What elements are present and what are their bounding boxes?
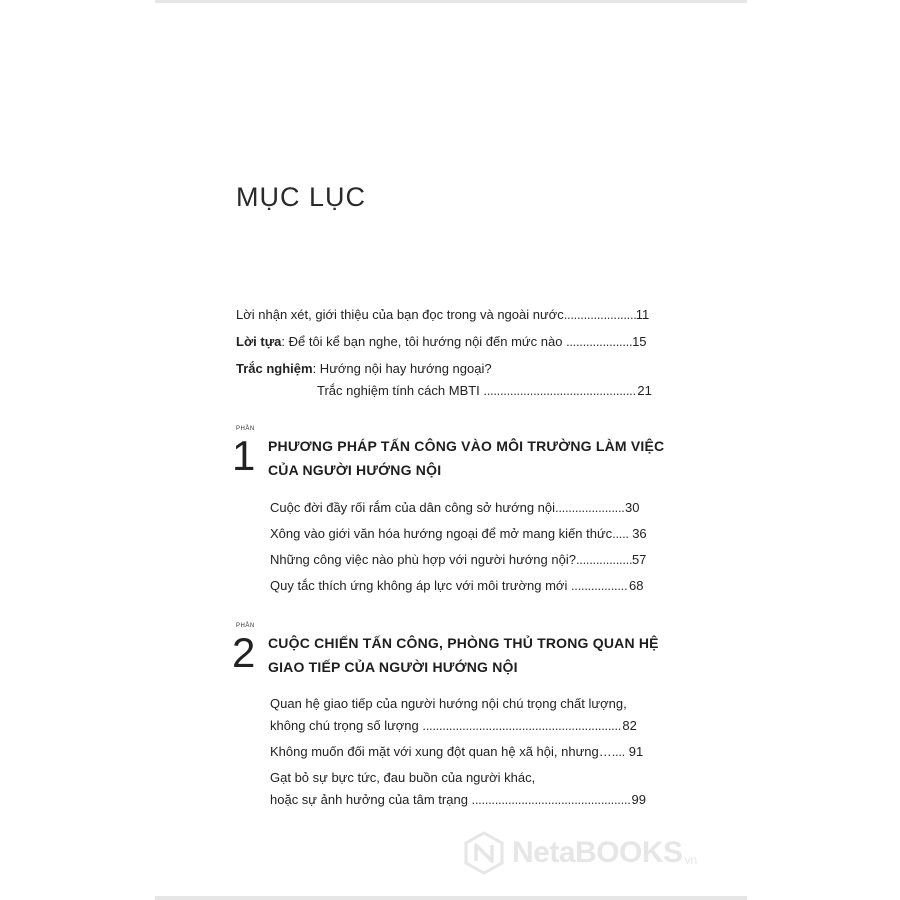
toc-entry-text: : Để tôi kể bạn nghe, tôi hướng nội đến mức nào — [281, 334, 567, 349]
toc-entry-text: Quan hệ giao tiếp của người hướng nội chú trọng chất lượng, — [270, 696, 627, 711]
leader-dots — [472, 792, 630, 807]
toc-entry-intro-4 — [317, 383, 652, 398]
page-number: 30 — [625, 500, 640, 515]
page-title: MỤC LỤC — [236, 182, 367, 212]
leader-dots — [612, 744, 626, 759]
part-number: 1 — [232, 432, 256, 479]
leader-dots — [483, 383, 637, 398]
toc-entry — [270, 770, 535, 785]
bottom-page-edge — [155, 896, 747, 900]
toc-entry — [270, 744, 643, 759]
toc-entry — [270, 526, 647, 541]
watermark — [462, 828, 772, 878]
page-number: 11 — [635, 307, 650, 322]
toc-entry — [270, 718, 637, 733]
toc-entry-text: hoặc sự ảnh hưởng của tâm trạng — [270, 792, 472, 807]
watermark-brand: NetaBOOKS — [512, 836, 683, 869]
part-label: PHẦN — [236, 426, 255, 432]
page-number: 82 — [622, 718, 637, 733]
part-title-line-2: GIAO TIẾP CỦA NGƯỜI HƯỚNG NỘI — [268, 659, 518, 675]
page-number: 15 — [632, 334, 647, 349]
leader-dots — [566, 334, 632, 349]
toc-entry-intro-3 — [236, 361, 492, 376]
page-number: 57 — [631, 552, 647, 567]
leader-dots — [555, 500, 625, 515]
part-label: PHẦN — [236, 623, 255, 629]
top-page-edge — [155, 0, 747, 3]
toc-entry-intro-2 — [236, 334, 647, 349]
leader-dots — [571, 578, 627, 593]
page-number: 21 — [637, 383, 652, 398]
toc-entry-text: Cuộc đời đầy rối rắm của dân công sở hướng nội — [270, 500, 556, 515]
leader-dots — [564, 307, 636, 322]
netabooks-logo-icon — [462, 831, 506, 875]
toc-entry — [270, 696, 627, 711]
toc-entry-text: : Hướng nội hay hướng ngoại? — [312, 361, 492, 376]
leader-dots — [422, 718, 622, 733]
toc-entry-text: Quy tắc thích ứng không áp lực với môi trường mới — [270, 578, 571, 593]
toc-entry-bold-label: Trắc nghiệm — [236, 361, 313, 376]
toc-entry-bold-label: Lời tựa — [236, 334, 282, 349]
toc-entry — [270, 552, 646, 567]
page-number: 99 — [631, 792, 647, 807]
toc-entry — [270, 500, 640, 515]
part-title-line-2: CỦA NGƯỜI HƯỚNG NỘI — [268, 462, 442, 478]
leader-dots — [612, 526, 630, 541]
part-title-line-1: PHƯƠNG PHÁP TẤN CÔNG VÀO MÔI TRƯỜNG LÀM VIỆC — [268, 438, 665, 454]
toc-entry-text: Xông vào giới văn hóa hướng ngoại để mở mang kiến thức — [270, 526, 613, 541]
toc-entry-text: không chú trọng số lượng — [270, 718, 423, 733]
toc-entry-intro-1 — [236, 307, 649, 322]
leader-dots — [576, 552, 632, 567]
toc-entry-text: Lời nhận xét, giới thiệu của bạn đọc trong và ngoài nước — [236, 307, 564, 322]
toc-entry-text: Trắc nghiệm tính cách MBTI — [317, 383, 484, 398]
toc-entry-text: Gạt bỏ sự bực tức, đau buồn của người khác, — [270, 770, 536, 785]
watermark-suffix: vn — [684, 853, 698, 867]
toc-entry-text: Không muốn đối mặt với xung đột quan hệ xã hội, nhưng… — [270, 744, 612, 759]
page-number: 91 — [628, 744, 644, 759]
part-number: 2 — [232, 629, 256, 676]
page-number: 68 — [628, 578, 644, 593]
toc-entry — [270, 578, 643, 593]
part-title-line-1: CUỘC CHIẾN TẤN CÔNG, PHÒNG THỦ TRONG QUAN HỆ — [268, 635, 659, 651]
toc-entry — [270, 792, 646, 807]
page-number: 36 — [632, 526, 647, 541]
toc-entry-text: Những công việc nào phù hợp với người hướng nội? — [270, 552, 576, 567]
